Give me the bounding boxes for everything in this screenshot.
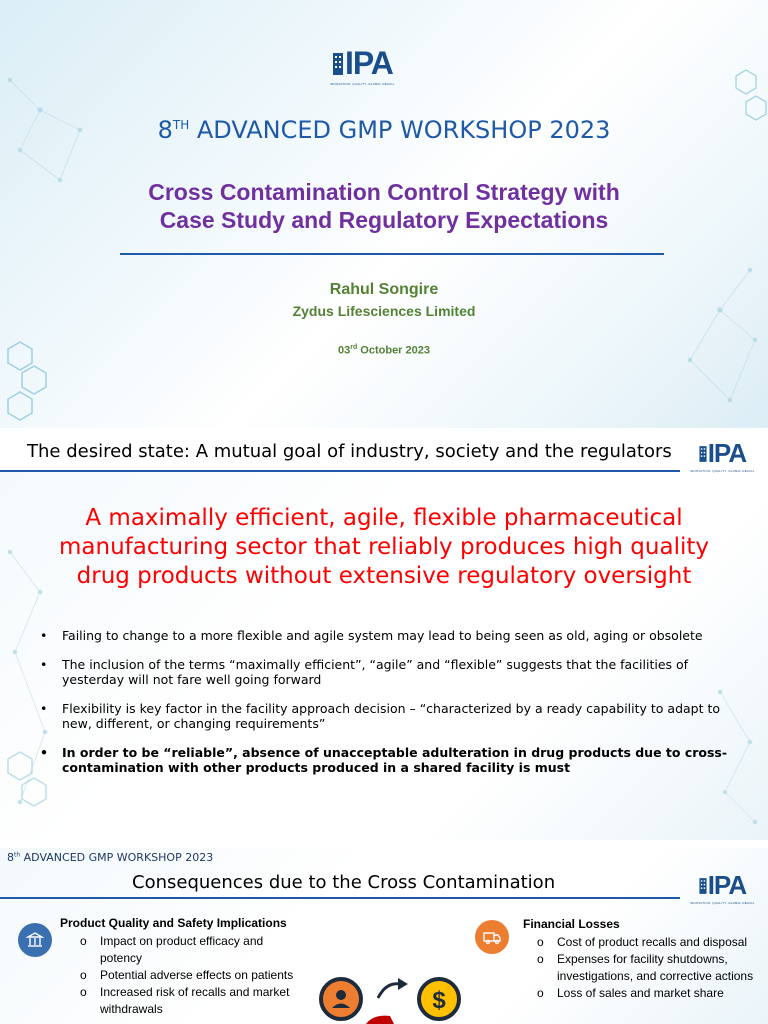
speaker-name: Rahul Songire [329, 281, 439, 298]
workshop-title: 8TH ADVANCED GMP WORKSHOP 2023 [157, 116, 611, 144]
ipa-logo [330, 45, 394, 86]
ipa-tagline: INNOVATION. QUALITY. GLOBAL REACH [330, 82, 394, 86]
list-item: o Potential adverse effects on patients [80, 968, 294, 982]
building-icon [331, 51, 345, 77]
bullet-icon: o [80, 985, 87, 999]
title-slide [0, 0, 768, 428]
bullet-icon: • [40, 701, 48, 716]
bullet-icon: o [537, 935, 544, 949]
ipa-wordmark: IPA [707, 870, 747, 900]
list-item: • Flexibility is key factor in the facility approach decision – “characterized by a ready capability to adapt to new, different, or changing requirements” [40, 701, 721, 731]
ipa-wordmark: IPA [707, 438, 747, 468]
ipa-tagline: INNOVATION. QUALITY. GLOBAL REACH [690, 901, 754, 905]
bullet-icon: o [80, 934, 87, 948]
bullet-icon: o [537, 952, 544, 966]
list-item: o Expenses for facility shutdowns, investigations, and corrective actions [537, 952, 754, 983]
list-item: • The inclusion of the terms “maximally efficient”, “agile” and “flexible” suggests that the facilities of yesterday will not fare well going forward [40, 657, 689, 687]
presentation-date: 03rd October 2023 [337, 344, 430, 357]
bullet-icon: o [537, 986, 544, 1000]
slide-title: The desired state: A mutual goal of industry, society and the regulators [27, 441, 672, 462]
list-item: • Failing to change to a more flexible and agile system may lead to being seen as old, aging or obsolete [40, 628, 703, 643]
header-divider [0, 470, 680, 472]
bullet-icon: • [40, 745, 48, 760]
bullet-icon: • [40, 628, 48, 643]
truck-icon [475, 920, 509, 954]
list-item: • In order to be “reliable”, absence of unacceptable adulteration in drug products due to cross-contamination with other products produced in a shared facility is must [40, 745, 728, 775]
list-item: o Cost of product recalls and disposal [537, 935, 748, 949]
quality-list [80, 933, 300, 1018]
workshop-label: 8th ADVANCED GMP WORKSHOP 2023 [7, 851, 214, 864]
ipa-tagline: INNOVATION. QUALITY. GLOBAL REACH [690, 469, 754, 473]
talk-title: Cross Contamination Control Strategy with Case Study and Regulatory Expectations [148, 179, 620, 233]
list-item: o Loss of sales and market share [537, 986, 724, 1000]
building-icon [698, 444, 708, 464]
consequences-illustration [318, 974, 468, 1024]
financial-list [537, 934, 768, 1002]
consequences-slide [0, 848, 768, 1024]
category-title-quality: Product Quality and Safety Implications [60, 916, 287, 930]
bullet-icon: • [40, 657, 48, 672]
title-divider [120, 253, 664, 255]
bullet-icon: o [80, 968, 87, 982]
building-icon [698, 876, 708, 896]
slide-title: Consequences due to the Cross Contamination [132, 872, 556, 893]
category-title-financial: Financial Losses [523, 917, 620, 931]
ipa-logo [690, 870, 754, 905]
list-item: o Impact on product efficacy and potency [80, 934, 264, 965]
bullet-list [40, 628, 740, 789]
ipa-logo [690, 438, 754, 473]
desired-state-slide [0, 432, 768, 840]
speaker-organization: Zydus Lifesciences Limited [292, 303, 476, 319]
ipa-wordmark: IPA [344, 45, 393, 81]
bank-icon [18, 923, 52, 957]
list-item: o Increased risk of recalls and market withdrawals [80, 985, 290, 1016]
header-divider [0, 897, 680, 899]
svg-text:$: $ [432, 987, 446, 1014]
goal-statement: A maximally efficient, agile, flexible pharmaceutical manufacturing sector that reliably produces high quality drug products without extensive regulatory oversight [59, 505, 709, 589]
